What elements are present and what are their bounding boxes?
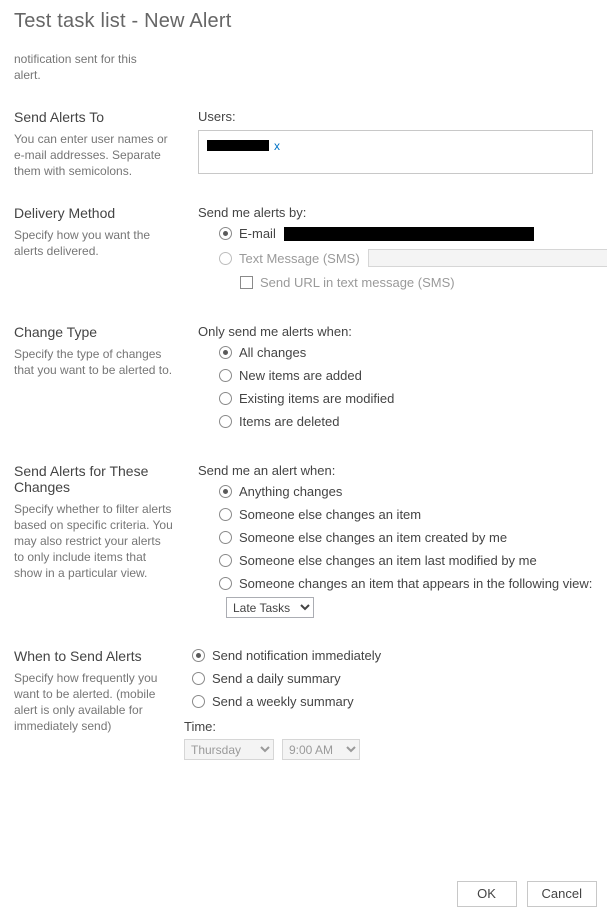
page-title: Test task list - New Alert [14, 10, 232, 32]
time-row [184, 739, 607, 760]
alert-when-option-anything[interactable] [219, 484, 607, 499]
change-type-option-all[interactable] [219, 345, 607, 360]
send-alerts-to-title: Send Alerts To [14, 109, 105, 125]
change-type-label-col [14, 324, 184, 378]
change-type-option-deleted-label: Items are deleted [239, 414, 340, 429]
section-when-to-send-alerts [14, 648, 607, 760]
section-change-type [14, 324, 607, 437]
radio-all-changes[interactable] [219, 346, 232, 359]
change-type-option-modified[interactable] [219, 391, 607, 406]
radio-send-immediately[interactable] [192, 649, 205, 662]
when-option-daily-label: Send a daily summary [212, 671, 341, 686]
when-option-immediately[interactable] [192, 648, 607, 663]
send-alerts-changes-label-col [14, 463, 184, 581]
radio-item-appears-in-view[interactable] [219, 577, 232, 590]
change-type-option-added[interactable] [219, 368, 607, 383]
dialog-button-bar [457, 881, 597, 907]
radio-new-items-added[interactable] [219, 369, 232, 382]
intro-text: notification sent for this alert. [14, 52, 137, 82]
change-type-desc: Specify the type of changes that you want to be alerted to. [14, 347, 173, 377]
radio-text-message[interactable] [219, 252, 232, 265]
send-alerts-to-label-col [14, 109, 184, 179]
delivery-method-title: Delivery Method [14, 205, 116, 221]
send-alerts-to-desc: You can enter user names or e-mail addresses. Separate them with semicolons. [14, 132, 168, 178]
send-alerts-changes-title: Send Alerts for These Changes [14, 463, 149, 495]
alert-when-option-in-view[interactable] [219, 576, 607, 591]
remove-user-icon[interactable]: x [274, 138, 280, 153]
section-delivery-method [14, 205, 607, 298]
delivery-option-email[interactable] [219, 226, 607, 241]
send-alerts-to-field-col [184, 109, 607, 174]
change-type-option-modified-label: Existing items are modified [239, 391, 395, 406]
delivery-option-sms-label: Text Message (SMS) [239, 250, 360, 266]
sms-number-input [368, 249, 607, 267]
radio-someone-else-changes-item[interactable] [219, 508, 232, 521]
view-select[interactable] [226, 597, 314, 618]
when-option-immediately-label: Send notification immediately [212, 648, 382, 663]
radio-item-last-modified-by-me[interactable] [219, 554, 232, 567]
alert-when-option-modified-by-me[interactable] [219, 553, 607, 568]
radio-email[interactable] [219, 227, 232, 240]
send-alerts-changes-desc: Specify whether to filter alerts based on specific criteria. You may also restrict your alerts to only include items that show in a particular view. [14, 502, 173, 580]
radio-send-weekly-summary[interactable] [192, 695, 205, 708]
alert-when-option-anything-label: Anything changes [239, 484, 343, 499]
change-type-option-deleted[interactable] [219, 414, 607, 429]
ok-button[interactable]: OK [457, 881, 517, 907]
radio-anything-changes[interactable] [219, 485, 232, 498]
alert-when-option-created-by-me-label: Someone else changes an item created by me [239, 530, 508, 545]
sms-url-checkbox-row[interactable] [240, 275, 607, 290]
when-to-send-field-col [184, 648, 607, 760]
delivery-option-email-label: E-mail [239, 226, 276, 241]
alert-when-option-someone-else-changes[interactable] [219, 507, 607, 522]
alert-when-option-in-view-label: Someone changes an item that appears in the following view: [239, 576, 593, 591]
delivery-method-field-label: Send me alerts by: [198, 205, 307, 220]
intro-row [14, 51, 607, 83]
change-type-title: Change Type [14, 324, 98, 340]
time-label: Time: [184, 719, 217, 734]
intro-label-col [14, 51, 184, 83]
section-send-alerts-to [14, 109, 607, 179]
cancel-button[interactable]: Cancel [527, 881, 597, 907]
alert-form [0, 51, 607, 760]
when-to-send-title: When to Send Alerts [14, 648, 142, 664]
users-field-label: Users: [198, 109, 236, 124]
send-alerts-changes-field-label: Send me an alert when: [198, 463, 336, 478]
when-option-weekly-label: Send a weekly summary [212, 694, 354, 709]
alert-when-option-someone-else-changes-label: Someone else changes an item [239, 507, 422, 522]
change-type-field-label: Only send me alerts when: [198, 324, 352, 339]
change-type-option-all-label: All changes [239, 345, 307, 360]
send-alerts-changes-field-col [184, 463, 607, 618]
when-to-send-desc: Specify how frequently you want to be alerted. (mobile alert is only available for immediately send) [14, 671, 158, 733]
section-send-alerts-for-these-changes [14, 463, 607, 618]
alert-when-option-created-by-me[interactable] [219, 530, 607, 545]
radio-existing-items-modified[interactable] [219, 392, 232, 405]
delivery-method-desc: Specify how you want the alerts delivered. [14, 228, 151, 258]
when-option-weekly[interactable] [192, 694, 607, 709]
radio-send-daily-summary[interactable] [192, 672, 205, 685]
delivery-method-label-col [14, 205, 184, 259]
delivery-method-field-col [184, 205, 607, 298]
users-input[interactable] [198, 130, 593, 174]
alert-when-option-modified-by-me-label: Someone else changes an item last modified by me [239, 553, 537, 568]
when-option-daily[interactable] [192, 671, 607, 686]
day-select[interactable] [184, 739, 274, 760]
when-to-send-label-col [14, 648, 184, 734]
email-address-redacted [284, 227, 534, 241]
radio-items-deleted[interactable] [219, 415, 232, 428]
change-type-field-col [184, 324, 607, 437]
delivery-option-sms[interactable] [219, 249, 607, 267]
checkbox-send-url-sms[interactable] [240, 276, 253, 289]
hour-select[interactable] [282, 739, 360, 760]
radio-item-created-by-me[interactable] [219, 531, 232, 544]
sms-url-checkbox-label: Send URL in text message (SMS) [260, 275, 455, 290]
user-name-redacted [207, 140, 269, 151]
change-type-option-added-label: New items are added [239, 368, 362, 383]
